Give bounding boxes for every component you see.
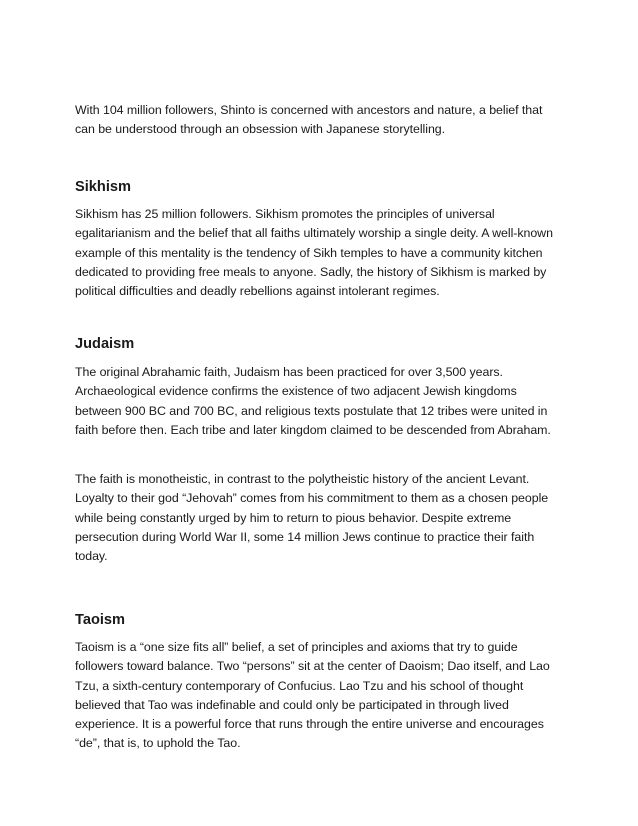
section-heading-judaism: Judaism	[75, 336, 135, 352]
sikhism-paragraph: Sikhism has 25 million followers. Sikhism promotes the principles of universal egalitarianism and the belief that all faiths ultimately worship a single deity. A well-known example of this mentality is the tendency of Sikh temples to have a community kitchen dedicated to providing free meals to anyone. Sadly, the history of Sikhism is marked by political difficulties and deadly rebellions against intolerant regimes.	[75, 207, 553, 299]
taoism-paragraph: Taoism is a “one size fits all” belief, a set of principles and axioms that try to guide followers toward balance. Two “persons” sit at the center of Daoism; Dao itself, and Lao Tzu, a sixth-century contemporary of Confucius. Lao Tzu and his school of thought believed that Tao was indefinable and could only be participated in through lived experience. It is a powerful force that runs through the entire universe and encourages “de”, that is, to uphold the Tao.	[75, 640, 550, 751]
intro-paragraph: With 104 million followers, Shinto is concerned with ancestors and nature, a belief that can be understood through an obsession with Japanese storytelling.	[75, 103, 543, 137]
section-heading-sikhism: Sikhism	[75, 179, 131, 195]
judaism-paragraph-2: The faith is monotheistic, in contrast to the polytheistic history of the ancient Levant. Loyalty to their god “Jehovah” comes from his commitment to them as a chosen people while being constantly urged by him to return to pious behavior. Despite extreme persecution during World War II, some 14 million Jews continue to practice their faith today.	[75, 472, 549, 564]
judaism-paragraph-1: The original Abrahamic faith, Judaism has been practiced for over 3,500 years. Archaeological evidence confirms the existence of two adjacent Jewish kingdoms between 900 BC and 700 BC, and religious texts postulate that 12 tribes were united in faith before then. Each tribe and later kingdom claimed to be descended from Abraham.	[75, 365, 551, 437]
section-heading-taoism: Taoism	[75, 612, 126, 628]
